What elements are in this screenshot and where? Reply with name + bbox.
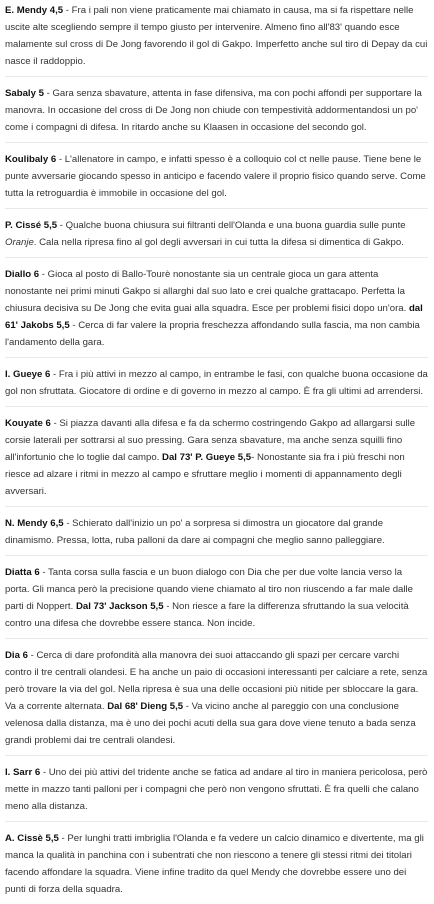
rating-text: . Cala nella ripresa fino al gol degli avversari in cui tutta la difesa si dimentica di Gakpo. bbox=[33, 237, 404, 248]
rating-paragraph bbox=[5, 515, 428, 549]
player-rating-diallo bbox=[5, 266, 428, 358]
rating-paragraph bbox=[5, 151, 428, 202]
player-name-score: Dia 6 bbox=[5, 650, 28, 661]
rating-text: - Non riesce a fare la differenza sfruttando la sua velocità contro una difesa che dovrebbe essere stanca. Non incide. bbox=[5, 601, 409, 629]
rating-text: - L'allenatore in campo, e infatti spesso è a colloquio col ct nelle pause. Tiene bene le punte avversarie giocando spesso in anticipo e facendo valere il proprio fisico quando serve. Come tutta la retroguardia è immobile in occasione del gol. bbox=[5, 154, 426, 199]
rating-text: - Cerca di far valere la propria freschezza affondando sulla fascia, ma non cambia l'andamento della gara. bbox=[5, 320, 420, 348]
substitute-name-score: Dal 73' Jackson 5,5 bbox=[75, 601, 164, 612]
substitute-name-score: Dal 68' Dieng 5,5 bbox=[107, 701, 184, 712]
player-rating-kouyate bbox=[5, 415, 428, 507]
player-rating-sarr bbox=[5, 764, 428, 822]
emphasis-text: Oranje bbox=[5, 237, 34, 248]
player-name-score: Koulibaly 6 bbox=[5, 154, 57, 165]
substitute-name-score: Dal 73' P. Gueye 5,5 bbox=[162, 452, 252, 463]
substitute-name-score: dal 61' Jakobs 5,5 bbox=[5, 303, 423, 331]
rating-text: - Va vicino anche al pareggio con una conclusione velenosa dalla distanza, ma è uno dei pochi acuti della sua gara dove viene tenuto a bada senza grandi problemi dai tre centrali olandesi. bbox=[5, 701, 416, 746]
player-rating-mendy-n bbox=[5, 515, 428, 556]
player-rating-cisse-p bbox=[5, 217, 428, 258]
player-rating-sabaly bbox=[5, 85, 428, 143]
rating-paragraph bbox=[5, 647, 428, 749]
rating-text: - Gara senza sbavature, attenta in fase difensiva, ma con pochi affondi per supportare la manovra. In occasione del cross di De Jong non chiude con tempestività addormentandosi un po' come i compagni di difesa. In ritardo anche su Klaasen in occasione del secondo gol. bbox=[5, 88, 422, 133]
rating-text: - Si piazza davanti alla difesa e fa da schermo costringendo Gakpo ad allargarsi sulle corsie laterali per sottrarsi al suo pressing. Gara senza sbavature, ma anche senza squilli fino all'infortunio che lo toglie dal campo. bbox=[5, 418, 416, 463]
player-name-score: A. Cissè 5,5 bbox=[5, 833, 59, 844]
player-rating-mendy-e bbox=[5, 2, 428, 77]
player-name-score: Diallo 6 bbox=[5, 269, 40, 280]
player-rating-gueye-i bbox=[5, 366, 428, 407]
rating-paragraph bbox=[5, 764, 428, 815]
rating-text: - Fra i pali non viene praticamente mai chiamato in causa, ma si fa rispettare nelle uscite alte scegliendo sempre il tempo giusto per intervenire. Almeno fino all'83' quando esce malamente sul cross di De Jong favorendo il gol di Gakpo. Imperfetto anche sul tiro di Depay da cui nasce il raddoppio. bbox=[5, 5, 428, 67]
rating-text: - Fra i più attivi in mezzo al campo, in entrambe le fasi, con qualche buona occasione da gol non sfruttata. Giocatore di ordine e di governo in mezzo al campo. È fra gli ultimi ad arrendersi. bbox=[5, 369, 428, 397]
rating-paragraph bbox=[5, 266, 428, 351]
player-rating-diatta bbox=[5, 564, 428, 639]
rating-paragraph bbox=[5, 366, 428, 400]
player-name-score: Sabaly 5 bbox=[5, 88, 44, 99]
rating-text: - Uno dei più attivi del tridente anche se fatica ad andare al tiro in maniera pericolosa, però mette in mazzo tanti palloni per i compagni che però non vengono sfruttati. È fra quelli che calano meno alla distanza. bbox=[5, 767, 428, 812]
rating-paragraph bbox=[5, 415, 428, 500]
player-name-score: P. Cissé 5,5 bbox=[5, 220, 58, 231]
rating-text: - Qualche buona chiusura sui filtranti dell'Olanda e una buona guardia sulle punte bbox=[57, 220, 406, 231]
player-rating-koulibaly bbox=[5, 151, 428, 209]
rating-text: - Tanta corsa sulla fascia e un buon dialogo con Dia che per due volte lancia verso la porta. Gli manca però la precisione quando viene chiamato al tiro non riuscendo a far male dalle parti di Noppert. bbox=[5, 567, 413, 612]
rating-paragraph bbox=[5, 2, 428, 70]
rating-text: - Schierato dall'inizio un po' a sorpresa si dimostra un giocatore dal grande dinamismo. Pressa, lotta, ruba palloni da dare ai compagni che meglio sanno palleggiare. bbox=[5, 518, 385, 546]
player-rating-dia bbox=[5, 647, 428, 756]
rating-paragraph bbox=[5, 217, 428, 251]
player-name-score: I. Sarr 6 bbox=[5, 767, 41, 778]
rating-paragraph bbox=[5, 830, 428, 898]
player-name-score: E. Mendy 4,5 bbox=[5, 5, 64, 16]
rating-text: - Cerca di dare profondità alla manovra dei suoi attaccando gli spazi per cercare varchi contro il tre centrali olandesi. E ha anche un paio di occasioni interessanti per calciare a rete, senza però trovare la via del gol. Nella ripresa è sua una delle occasioni più nitide per sbloccare la gara. Va a corrente alternata. bbox=[5, 650, 428, 712]
rating-text: - Per lunghi tratti imbriglia l'Olanda e fa vedere un calcio dinamico e divertente, ma gli manca la qualità in panchina con i subentrati che non riescono a tenere gli stessi ritmi dei titolari facendo affondare la squadra. Viene infine tradito da quel Mendy che dovrebbe essere uno dei punti di forza della squadra. bbox=[5, 833, 424, 895]
rating-text: - Gioca al posto di Ballo-Tourè nonostante sia un centrale gioca un gara attenta nonostante nei primi minuti Gakpo si allarghi dal suo lato e crei qualche grattacapo. Perfetta la chiusura decisiva su De Jong che evita guai alla squadra. Esce per problemi fisici dopo un'ora. bbox=[5, 269, 409, 314]
rating-paragraph bbox=[5, 564, 428, 632]
player-name-score: N. Mendy 6,5 bbox=[5, 518, 64, 529]
player-name-score: Kouyate 6 bbox=[5, 418, 51, 429]
player-name-score: Diatta 6 bbox=[5, 567, 40, 578]
rating-paragraph bbox=[5, 85, 428, 136]
rating-text: - Nonostante sia fra i più freschi non riesce ad alzare i ritmi in mezzo al campo e sfruttare meglio i momenti di appannamento degli avversari. bbox=[5, 452, 405, 497]
player-name-score: I. Gueye 6 bbox=[5, 369, 51, 380]
